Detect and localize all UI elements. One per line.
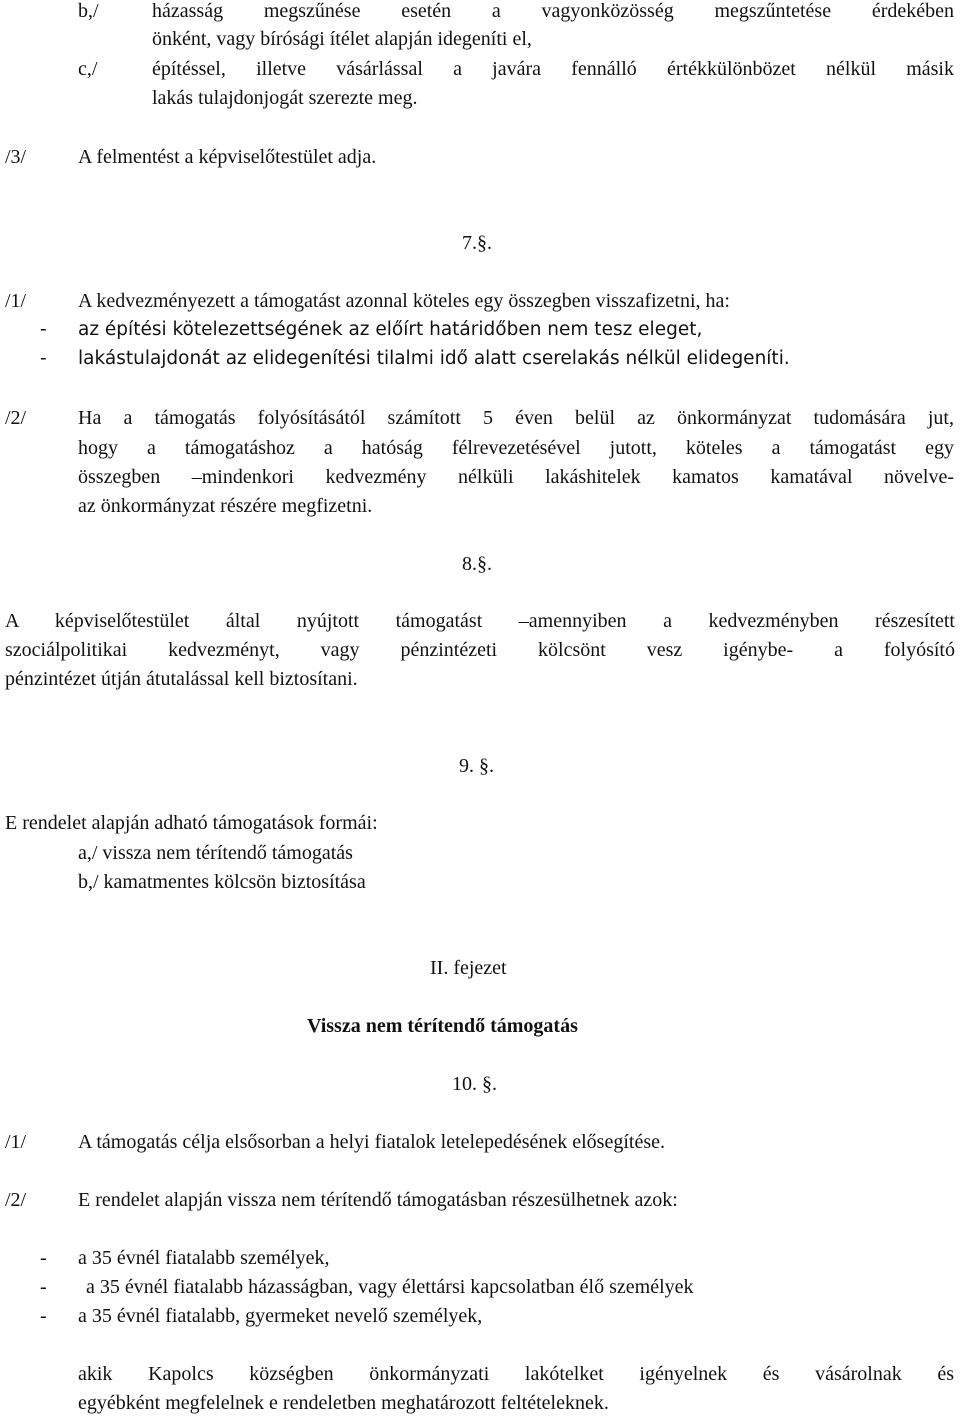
sec7-marker-2: /2/ (5, 407, 27, 429)
item-c-line-2: lakás tulajdonjogát szerezte meg. (152, 87, 418, 109)
sec10-bullet-dash-1: - (40, 1247, 47, 1269)
sec10-bullet-3: a 35 évnél fiatalabb, gyermeket nevelő személyek, (78, 1305, 483, 1327)
sec7-para-2-line-2: hogy a támogatáshoz a hatóság félrevezetésével jutott, köteles a támogatást egy (78, 437, 954, 459)
item-marker-b: b,/ (78, 0, 99, 22)
item-c-line-1: építéssel, illetve vásárlással a javára fennálló értékkülönbözet nélkül másik (152, 58, 954, 80)
item-b-line-1: házasság megszűnése esetén a vagyonközösség megszűntetése érdekében (152, 0, 954, 22)
sec7-bullet-dash-2: - (40, 348, 47, 369)
section-10-heading: 10. §. (452, 1073, 497, 1095)
sec7-bullet-2: lakástulajdonát az elidegenítési tilalmi idő alatt cserelakás nélkül elidegeníti. (78, 348, 790, 369)
sec10-closing-line-2: egyébként megfelelnek e rendeletben meghatározott feltételeknek. (78, 1392, 609, 1414)
sec9-intro: E rendelet alapján adható támogatások formái: (5, 812, 378, 834)
item-b-line-2: önként, vagy bírósági ítélet alapján idegeníti el, (152, 28, 532, 50)
section-8-heading: 8.§. (462, 553, 492, 575)
sec10-para-2: E rendelet alapján vissza nem térítendő támogatásban részesülhetnek azok: (78, 1189, 678, 1211)
chapter-title: Vissza nem térítendő támogatás (307, 1015, 578, 1037)
sec7-para-1: A kedvezményezett a támogatást azonnal köteles egy összegben visszafizetni, ha: (78, 290, 730, 312)
sec9-item-b: b,/ kamatmentes kölcsön biztosítása (78, 871, 366, 893)
sec7-marker-1: /1/ (5, 290, 27, 312)
sec10-para-1: A támogatás célja elsősorban a helyi fiatalok letelepedésének elősegítése. (78, 1131, 665, 1153)
sec10-marker-1: /1/ (5, 1131, 27, 1153)
sec8-line-1: A képviselőtestület által nyújtott támogatást –amennyiben a kedvezményben részesített (5, 610, 955, 632)
sec10-bullet-dash-3: - (40, 1305, 47, 1327)
sec10-bullet-1: a 35 évnél fiatalabb személyek, (78, 1247, 330, 1269)
sec10-closing-line-1: akik Kapolcs községben önkormányzati lakótelket igényelnek és vásárolnak és (78, 1363, 954, 1385)
sec10-bullet-dash-2: - (40, 1276, 47, 1298)
sec7-para-2-line-3: összegben –mindenkori kedvezmény nélküli lakáshitelek kamatos kamatával növelve- (78, 466, 954, 488)
sec8-line-3: pénzintézet útján átutalással kell biztosítani. (5, 668, 358, 690)
sec7-bullet-dash-1: - (40, 319, 47, 340)
sec7-bullet-1: az építési kötelezettségének az előírt határidőben nem tesz eleget, (78, 319, 703, 340)
section-9-heading: 9. §. (459, 755, 494, 777)
sec10-bullet-2: a 35 évnél fiatalabb házasságban, vagy élettársi kapcsolatban élő személyek (86, 1276, 694, 1298)
sec10-marker-2: /2/ (5, 1189, 27, 1211)
sec9-item-a: a,/ vissza nem térítendő támogatás (78, 842, 353, 864)
item-marker-c: c,/ (78, 58, 98, 80)
para-3-text: A felmentést a képviselőtestület adja. (78, 146, 377, 168)
section-7-heading: 7.§. (462, 232, 492, 254)
chapter-label: II. fejezet (430, 957, 507, 979)
sec7-para-2-line-1: Ha a támogatás folyósításától számított 5 éven belül az önkormányzat tudomására jut, (78, 407, 954, 429)
sec7-para-2-line-4: az önkormányzat részére megfizetni. (78, 495, 373, 517)
sec8-line-2: szociálpolitikai kedvezményt, vagy pénzintézeti kölcsönt vesz igénybe- a folyósító (5, 639, 955, 661)
para-marker-3: /3/ (5, 146, 27, 168)
